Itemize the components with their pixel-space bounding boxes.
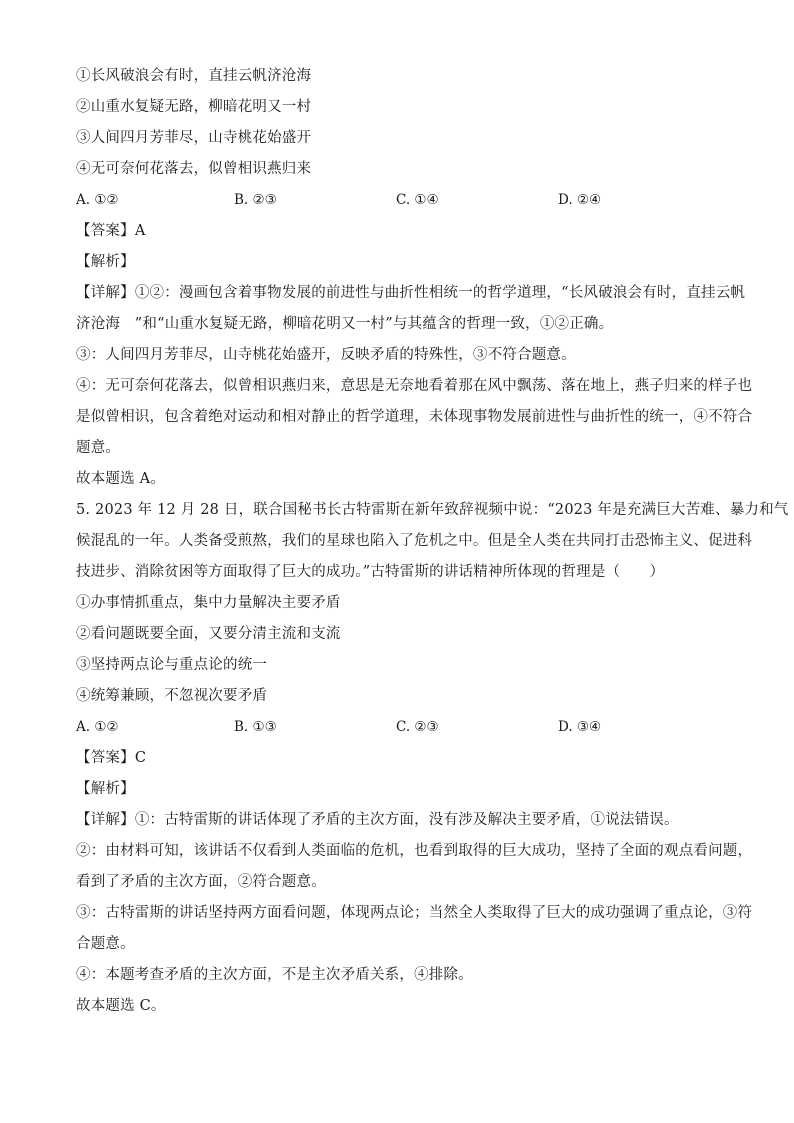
q5-conclusion: 故本题选 C。 <box>76 998 166 1014</box>
q5-option-d: D. ③④ <box>558 719 602 735</box>
q4-detail-line-6: 题意。 <box>76 440 121 456</box>
q4-option-b: B. ②③ <box>234 192 277 208</box>
q5-detail-line-6: ④：本题考查矛盾的主次方面，不是主次矛盾关系，④排除。 <box>76 967 473 983</box>
q5-detail-line-2: ②：由材料可知，该讲话不仅看到人类面临的危机，也看到取得的巨大成功，坚持了全面的观点看问题， <box>76 843 753 859</box>
q4-detail <box>76 278 753 495</box>
q5-analysis-tag: 【解析】 <box>76 781 135 797</box>
q4-items <box>76 61 726 185</box>
q5-detail-text-1: ①：古特雷斯的讲话体现了矛盾的主次方面，没有涉及解决主要矛盾，①说法错误。 <box>134 812 679 828</box>
q5-answer-tag: 【答案】 <box>76 750 135 766</box>
q5-detail-line-1 <box>76 805 726 836</box>
q5-option-c: C. ②③ <box>396 719 439 735</box>
q5-detail-line-3: 看到了矛盾的主次方面，②符合题意。 <box>76 874 326 890</box>
q5-stem-line-1: 5. 2023 年 12 月 28 日，联合国秘书长古特雷斯在新年致辞视频中说：“2023 年是充满巨大苦难、暴力和气 <box>76 502 789 518</box>
q4-item-2: ②山重水复疑无路，柳暗花明又一村 <box>76 99 312 115</box>
q5-option-a: A. ①② <box>76 719 119 735</box>
q4-item-4: ④无可奈何花落去，似曾相识燕归来 <box>76 161 312 177</box>
q5-detail-line-5: 合题意。 <box>76 936 135 952</box>
q4-option-c: C. ①④ <box>396 192 439 208</box>
q4-answer-value: A <box>134 223 146 239</box>
q4-answer-tag: 【答案】 <box>76 223 135 239</box>
q5-options <box>76 712 726 743</box>
q5-item-1: ①办事情抓重点，集中力量解决主要矛盾 <box>76 595 341 611</box>
q5-detail-tag: 【详解】 <box>76 812 135 828</box>
q5-answer <box>76 743 726 774</box>
q4-detail-line-3: ③：人间四月芳菲尽，山寺桃花始盛开，反映矛盾的特殊性，③不符合题意。 <box>76 347 576 363</box>
q4-detail-line-1 <box>76 278 746 309</box>
q5-stem-line-2: 候混乱的一年。人类备受煎熬，我们的星球也陷入了危机之中。但是全人类在共同打击恐怖主义、促进科 <box>76 533 753 549</box>
q4-conclusion: 故本题选 A。 <box>76 471 165 487</box>
q5-option-b: B. ①③ <box>234 719 277 735</box>
q4-detail-text-1: ①②：漫画包含着事物发展的前进性与曲折性相统一的哲学道理，“长风破浪会有时，直挂云帆 <box>134 285 746 301</box>
q4-item-3: ③人间四月芳菲尽，山寺桃花始盛开 <box>76 130 312 146</box>
q5-answer-value: C <box>134 750 147 766</box>
q4-detail-line-2: 济沧海 ”和“山重水复疑无路，柳暗花明又一村”与其蕴含的哲理一致，①②正确。 <box>76 316 614 332</box>
q4-option-d: D. ②④ <box>558 192 602 208</box>
q5-item-2: ②看问题既要全面，又要分清主流和支流 <box>76 626 341 642</box>
q5-stem <box>76 495 789 588</box>
q4-option-a: A. ①② <box>76 192 119 208</box>
q4-item-1: ①长风破浪会有时，直挂云帆济沧海 <box>76 68 312 84</box>
q5-detail-line-4: ③：古特雷斯的讲话坚持两方面看问题，体现两点论；当然全人类取得了巨大的成功强调了重点论，③符 <box>76 905 753 921</box>
q4-detail-tag: 【详解】 <box>76 285 135 301</box>
q4-analysis-tag: 【解析】 <box>76 254 135 270</box>
q4-detail-line-5: 是似曾相识，包含着绝对运动和相对静止的哲学道理，未体现事物发展前进性与曲折性的统一，④不符合 <box>76 409 753 425</box>
q5-items <box>76 588 726 712</box>
q5-item-3: ③坚持两点论与重点论的统一 <box>76 657 268 673</box>
q4-detail-line-4: ④：无可奈何花落去，似曾相识燕归来，意思是无奈地看着那在风中飘荡、落在地上，燕子归来的样子也 <box>76 378 753 394</box>
document-page <box>76 61 789 1022</box>
q5-detail <box>76 805 753 1022</box>
q4-options <box>76 185 726 216</box>
q5-stem-line-3: 技进步、消除贫困等方面取得了巨大的成功。”古特雷斯的讲话精神所体现的哲理是（ ） <box>76 564 665 580</box>
q4-answer <box>76 216 726 247</box>
q5-item-4: ④统筹兼顾，不忽视次要矛盾 <box>76 688 268 704</box>
